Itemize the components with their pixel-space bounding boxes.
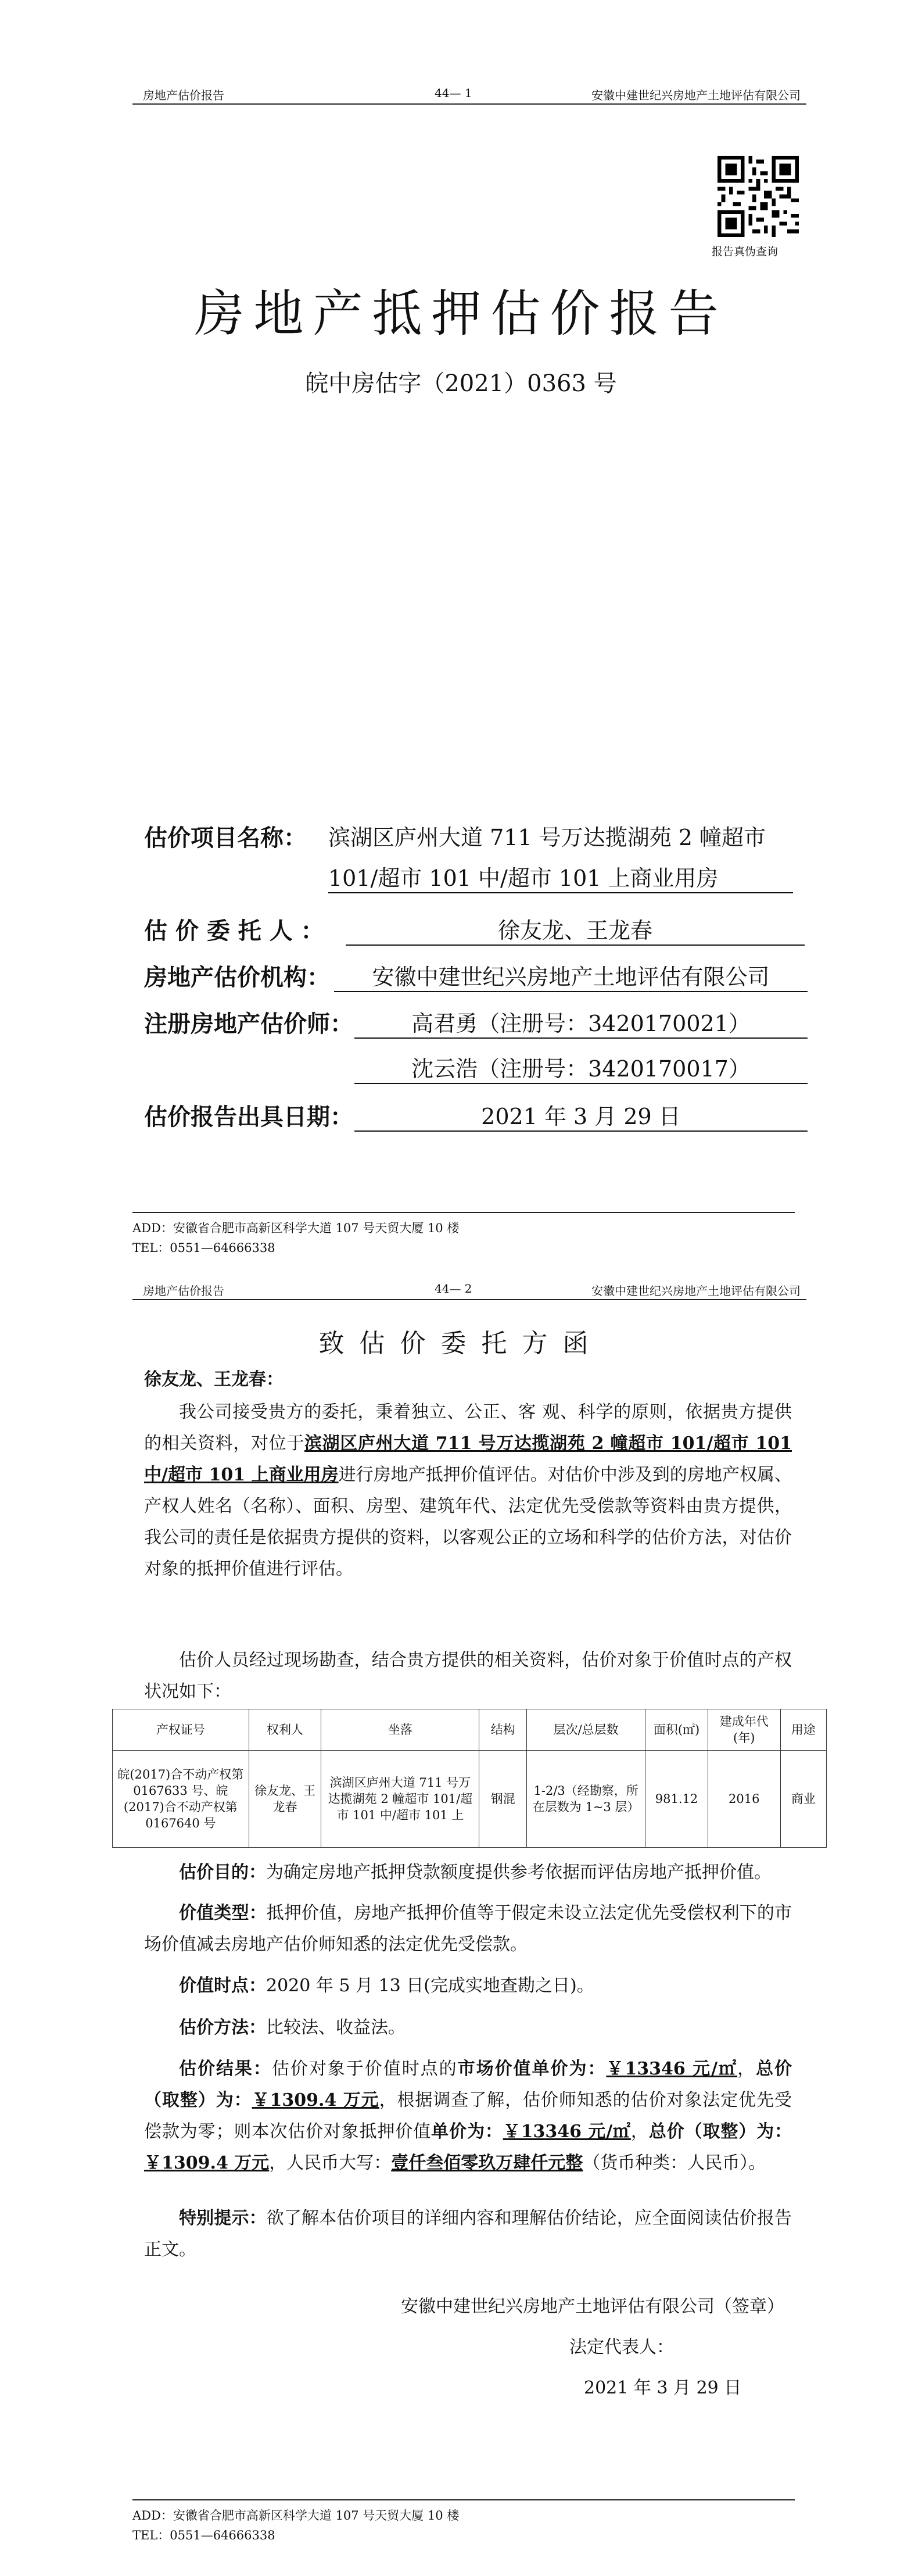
result-paragraph bbox=[144, 2053, 792, 2179]
result-text: 估价对象于价值时点的 bbox=[271, 2059, 458, 2079]
footer-address: ADD：安徽省合肥市高新区科学大道 107 号天贸大厦 10 楼 bbox=[132, 1221, 460, 1235]
method-paragraph bbox=[144, 2012, 792, 2044]
report-title: 房地产抵押估价报告 bbox=[194, 285, 728, 343]
note-text: 欲了解本估价项目的详细内容和理解估价结论，应全面阅读估价报告正文。 bbox=[144, 2208, 792, 2260]
table-header-cell: 面积(㎡) bbox=[645, 1709, 708, 1751]
result-text: ， bbox=[737, 2059, 756, 2079]
table-cell: 981.12 bbox=[645, 1751, 708, 1848]
footer-address: ADD：安徽省合肥市高新区科学大道 107 号天贸大厦 10 楼 bbox=[132, 2509, 460, 2523]
footer-rule bbox=[132, 1212, 795, 1213]
table-row bbox=[113, 1751, 827, 1848]
property-table bbox=[112, 1709, 827, 1848]
purpose-text: 为确定房地产抵押贷款额度提供参考依据而评估房地产抵押价值。 bbox=[266, 1862, 772, 1883]
table-header-row bbox=[113, 1709, 827, 1751]
issue-date-value: 2021 年 3 月 29 日 bbox=[354, 1099, 808, 1132]
value-time-text: 2020 年 5 月 13 日(完成实地查勘之日)。 bbox=[266, 1976, 594, 1996]
header-company: 安徽中建世纪兴房地产土地评估有限公司 bbox=[591, 1284, 801, 1298]
table-cell: 滨湖区庐州大道 711 号万达揽湖苑 2 幢超市 101/超市 101 中/超市 101 上 bbox=[321, 1751, 479, 1848]
market-unit-price: ￥13346 元/㎡ bbox=[606, 2059, 738, 2079]
qr-caption: 报告真伪查询 bbox=[712, 245, 779, 258]
agency-label: 房地产估价机构： bbox=[144, 964, 330, 991]
letter-paragraph-2: 估价人员经过现场勘查，结合贵方提供的相关资料，估价对象于价值时点的产权状况如下： bbox=[144, 1650, 792, 1702]
agency-row bbox=[144, 959, 330, 992]
method-label: 估价方法： bbox=[179, 2017, 266, 2038]
appraiser-row bbox=[144, 1006, 353, 1039]
client-label: 估 价 委 托 人 ： bbox=[144, 917, 324, 944]
appraiser-1: 高君勇（注册号：3420170021） bbox=[354, 1006, 808, 1039]
letter-paragraph-1 bbox=[144, 1397, 792, 1585]
table-header-cell: 坐落 bbox=[321, 1709, 479, 1751]
page-footer bbox=[132, 2499, 795, 2543]
table-header-cell: 权利人 bbox=[249, 1709, 321, 1751]
result-text: ， bbox=[630, 2121, 649, 2142]
project-name-line2: 101/超市 101 中/超市 101 上商业用房 bbox=[328, 860, 793, 893]
table-header-cell: 建成年代(年) bbox=[708, 1709, 780, 1751]
value-type-paragraph bbox=[144, 1898, 792, 1960]
signature-company: 安徽中建世纪兴房地产土地评估有限公司（签章） bbox=[401, 2296, 784, 2317]
footer-tel: TEL：0551—64666338 bbox=[132, 2528, 275, 2542]
footer-rule bbox=[132, 2499, 795, 2500]
table-header-cell: 层次/总层数 bbox=[527, 1709, 645, 1751]
value-time-label: 价值时点： bbox=[179, 1976, 266, 1996]
mortgage-total-price: ￥1309.4 万元 bbox=[144, 2153, 270, 2173]
result-text: ，人民币大写： bbox=[269, 2153, 392, 2173]
table-cell: 皖(2017)合不动产权第 0167633 号、皖(2017)合不动产权第 0167640 号 bbox=[113, 1751, 249, 1848]
project-name-label: 估价项目名称： bbox=[144, 824, 307, 851]
appraiser-2: 沈云浩（注册号：3420170017） bbox=[354, 1051, 808, 1084]
signature-date: 2021 年 3 月 29 日 bbox=[584, 2378, 742, 2398]
footer-tel: TEL：0551—64666338 bbox=[132, 1241, 275, 1255]
appraiser-label: 注册房地产估价师： bbox=[144, 1010, 353, 1037]
result-text: 市场价值单价为： bbox=[457, 2059, 607, 2079]
p1-property-address: 滨湖区庐州大道 711 号万达揽湖苑 2 幢超市 101/超市 101 中/超市 101 上商业用房 bbox=[144, 1433, 792, 1485]
header-report-name: 房地产估价报告 bbox=[143, 1284, 224, 1298]
page-header bbox=[132, 86, 806, 105]
result-text: （货币种类：人民币）。 bbox=[583, 2153, 766, 2173]
project-name-line1: 滨湖区庐州大道 711 号万达揽湖苑 2 幢超市 bbox=[328, 825, 766, 850]
result-text: 总价（取整）为： bbox=[144, 2059, 792, 2110]
header-report-name: 房地产估价报告 bbox=[143, 88, 224, 102]
result-text: 总价（取整）为： bbox=[648, 2121, 792, 2142]
page-footer bbox=[132, 1212, 795, 1256]
value-type-label: 价值类型： bbox=[179, 1903, 267, 1923]
p1-text-a: 我公司接受贵方的委托，秉着独立、公正、客 观、科学的原则，依据贵方提供的相关资料，对位于 bbox=[144, 1402, 792, 1454]
table-cell: 钢混 bbox=[479, 1751, 527, 1848]
issue-date-label: 估价报告出具日期： bbox=[144, 1103, 353, 1130]
letter-title: 致估价委托方函 bbox=[318, 1329, 604, 1358]
issue-date-row bbox=[144, 1099, 353, 1132]
method-text: 比较法、收益法。 bbox=[266, 2017, 406, 2038]
header-page-number: 44— 2 bbox=[435, 1282, 472, 1296]
qr-code-icon[interactable] bbox=[717, 156, 799, 237]
p1-text-b: 进行房地产抵押价值评估。对估价中涉及到的房地产权属、产权人姓名（名称）、面积、房型、建筑年代、法定优先受偿款等资料由贵方提供，我公司的责任是依据贵方提供的资料，以客观公正的立场和科学的估价方法，对估价对象的抵押价值进行评估。 bbox=[144, 1465, 792, 1579]
signature-representative: 法定代表人： bbox=[569, 2337, 674, 2357]
value-time-paragraph bbox=[144, 1970, 792, 2002]
table-cell: 1-2/3（经勘察，所在层数为 1~3 层） bbox=[527, 1751, 645, 1848]
page-header bbox=[132, 1282, 806, 1300]
header-page-number: 44— 1 bbox=[435, 86, 472, 100]
mortgage-unit-price: ￥13346 元/㎡ bbox=[503, 2121, 631, 2142]
document-number: 皖中房估字（2021）0363 号 bbox=[305, 370, 617, 397]
purpose-label: 估价目的： bbox=[179, 1862, 266, 1883]
table-cell: 商业 bbox=[780, 1751, 826, 1848]
cover-page bbox=[0, 0, 922, 1253]
purpose-paragraph bbox=[144, 1857, 792, 1888]
agency-value: 安徽中建世纪兴房地产土地评估有限公司 bbox=[334, 959, 808, 992]
table-header-cell: 产权证号 bbox=[113, 1709, 249, 1751]
project-name-row bbox=[144, 820, 307, 853]
note-paragraph bbox=[144, 2203, 792, 2266]
table-header-cell: 结构 bbox=[479, 1709, 527, 1751]
client-value: 徐友龙、王龙春 bbox=[346, 913, 805, 946]
note-label: 特别提示： bbox=[179, 2208, 267, 2228]
result-label: 估价结果： bbox=[179, 2059, 272, 2079]
table-header-cell: 用途 bbox=[780, 1709, 826, 1751]
result-text: ，根据调查了解，估价师知悉的估价对象法定优先受偿款为零；则本次估价对象抵押价值 bbox=[144, 2090, 792, 2142]
value-type-text: 抵押价值，房地产抵押价值等于假定未设立法定优先受偿权利下的市场价值减去房地产估价师知悉的法定优先受偿款。 bbox=[144, 1903, 792, 1955]
table-cell: 徐友龙、王龙春 bbox=[249, 1751, 321, 1848]
market-total-price: ￥1309.4 万元 bbox=[252, 2090, 379, 2110]
letter-page bbox=[0, 1258, 922, 2576]
amount-in-words: 壹仟叁佰零玖万肆仟元整 bbox=[391, 2153, 583, 2173]
table-cell: 2016 bbox=[708, 1751, 780, 1848]
client-row bbox=[144, 913, 324, 946]
letter-salutation: 徐友龙、王龙春： bbox=[144, 1369, 284, 1390]
header-company: 安徽中建世纪兴房地产土地评估有限公司 bbox=[591, 88, 801, 102]
result-text: 单价为： bbox=[431, 2121, 503, 2142]
